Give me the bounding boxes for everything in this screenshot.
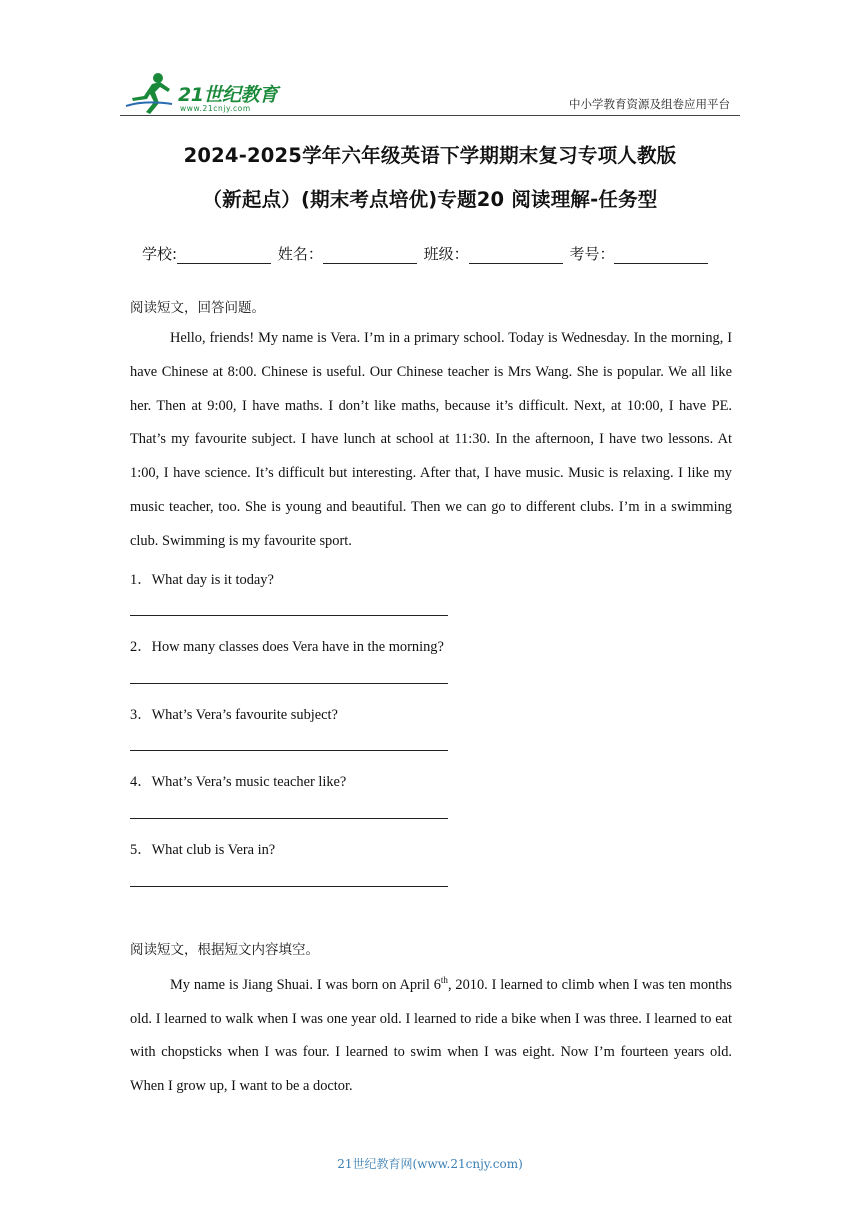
- logo-url: www.21cnjy.com: [180, 104, 251, 113]
- student-info-row: [142, 243, 710, 264]
- page-footer: 21世纪教育网(www.21cnjy.com): [337, 1157, 523, 1171]
- platform-label: 中小学教育资源及组卷应用平台: [569, 97, 730, 111]
- name-label: 姓名：: [277, 245, 323, 263]
- header-divider: [120, 115, 740, 116]
- logo-text: 21世纪教育: [178, 84, 278, 106]
- page-header: [120, 62, 740, 114]
- answer-line-5[interactable]: [130, 886, 448, 887]
- section1-passage: Hello, friends! My name is Vera. I’m in a primary school. Today is Wednesday. In the morning, I have Chinese at 8:00. Chinese is useful. Our Chinese teacher is Mrs Wang. She is popular. We all like her. Then at 9:00, I have maths. I don’t like maths, because it’s difficult. Next, at 10:00, I have PE. That’s my favourite subject. I have lunch at school at 11:30. In the afternoon, I have two lessons. At 1:00, I have science. It’s difficult but interesting. After that, I have music. Music is relaxing. I like my music teacher, too. She is young and beautiful. Then we can go to different clubs. I’m in a swimming club. Swimming is my favourite sport.: [130, 330, 732, 549]
- school-field[interactable]: [177, 248, 271, 264]
- question-1: 1．What day is it today?: [130, 572, 274, 588]
- page-title-line1: 2024-2025学年六年级英语下学期期末复习专项人教版: [183, 144, 677, 167]
- question-3: 3．What’s Vera’s favourite subject?: [130, 707, 338, 723]
- section2-passage-start: My name is Jiang Shuai. I was born on April 6: [170, 976, 441, 993]
- question-5: 5．What club is Vera in?: [130, 842, 276, 858]
- number-field[interactable]: [614, 248, 708, 264]
- section2-instruction: 阅读短文，根据短文内容填空。: [130, 942, 319, 958]
- page-title-line2: （新起点）(期末考点培优)专题20 阅读理解-任务型: [202, 188, 658, 211]
- number-label: 考号：: [569, 245, 615, 263]
- section2-passage: [130, 964, 732, 1104]
- class-field[interactable]: [469, 248, 563, 264]
- answer-line-2[interactable]: [130, 683, 448, 684]
- section2-passage-rest: , 2010. I learned to climb when I was ten months old. I learned to walk when I was one year old. I learned to ride a bike when I was three. I learned to eat with chopsticks when I was four. I learned to swim when I was eight. Now I’m fourteen years old. When I grow up, I want to be a doctor.: [130, 976, 733, 1095]
- section1-instruction: 阅读短文，回答问题。: [130, 300, 265, 316]
- answer-line-3[interactable]: [130, 750, 448, 751]
- runner-logo-icon: [124, 70, 176, 114]
- section2-passage-sup: th: [440, 975, 448, 985]
- answer-line-1[interactable]: [130, 615, 448, 616]
- question-2: 2．How many classes does Vera have in the morning?: [130, 639, 444, 655]
- question-4: 4．What’s Vera’s music teacher like?: [130, 774, 347, 790]
- school-label: 学校:: [142, 245, 178, 263]
- answer-line-4[interactable]: [130, 818, 448, 819]
- logo: [124, 70, 294, 116]
- class-label: 班级：: [423, 245, 469, 263]
- name-field[interactable]: [323, 248, 417, 264]
